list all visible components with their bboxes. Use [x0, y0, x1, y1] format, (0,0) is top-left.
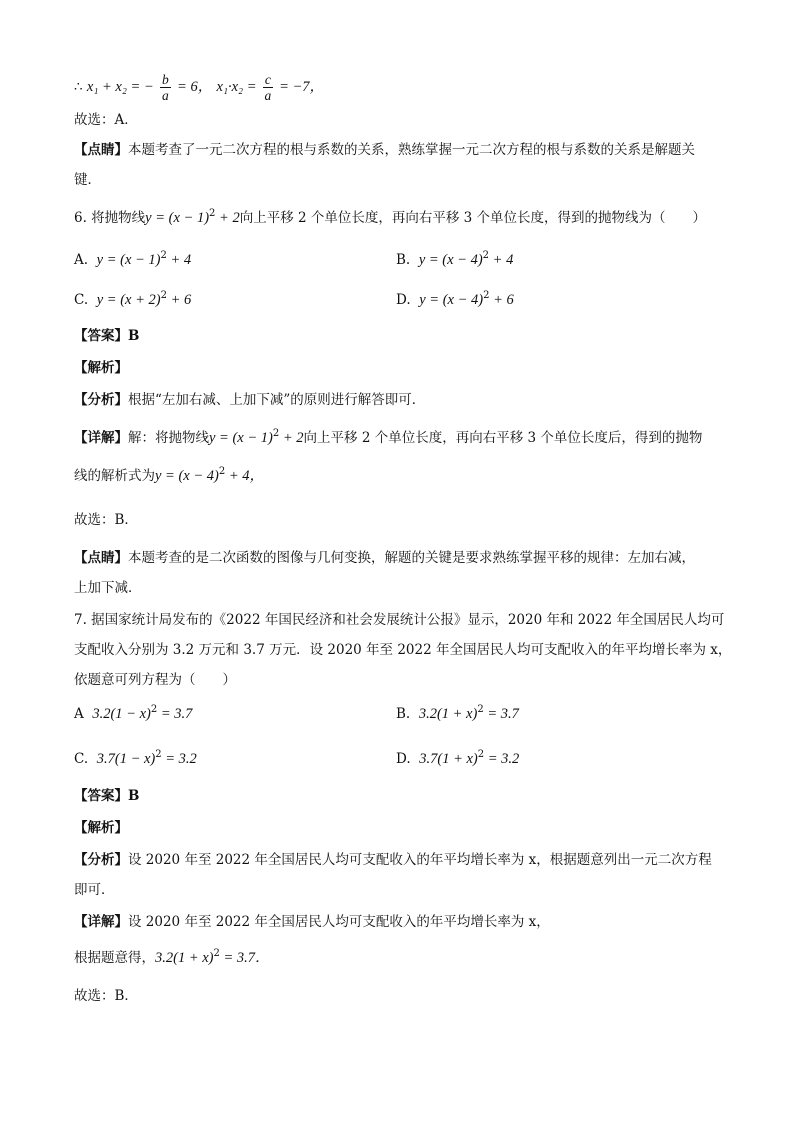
- fraction-c-over-a: $\frac{c}{a}$: [264, 72, 272, 103]
- fraction-b-over-a: $\frac{b}{a}$: [162, 72, 169, 103]
- question-7-line3: 依题意可列方程为（ ）: [74, 672, 236, 688]
- comment-6-line1: 【点睛】本题考查的是二次函数的图像与几何变换，解题的关键是要求熟练掌握平移的规律：左加右减，: [74, 550, 695, 566]
- comment-line: 【点睛】本题考查了一元二次方程的根与系数的关系，熟练掌握一元二次方程的根与系数的关系是解题关: [74, 142, 695, 158]
- analysis-7-text: 【分析】设 2020 年至 2022 年全国居民人均可支配收入的年平均增长率为 x，根据题意列出一元二次方程: [74, 852, 712, 868]
- product-expression: x₁·x₂ =: [216, 79, 257, 95]
- comment-line-cont: 键．: [74, 172, 101, 188]
- detail-7-line1: 【详解】设 2020 年至 2022 年全国居民人均可支配收入的年平均增长率为 x，: [74, 914, 550, 930]
- option-6a: A. $y = (x - 1)^2 + 4$: [74, 250, 192, 268]
- option-6d: D. $y = (x - 4)^2 + 6$: [396, 290, 514, 308]
- question-6-stem: 6. 将抛物线$y = (x - 1)^2 + 2$向上平移 2 个单位长度，再向右平移 3 个单位长度，得到的抛物线为（ ）: [74, 208, 707, 226]
- question-7-line2: 支配收入分别为 3.2 万元和 3.7 万元．设 2020 年至 2022 年全国居民人均可支配收入的年平均增长率为 x，: [74, 642, 732, 658]
- detail-7-line2: 根据题意得，$3.2(1 + x)^2 = 3.7$．: [74, 948, 270, 966]
- comment-6-line2: 上加下减．: [74, 580, 142, 596]
- question-7-line1: 7. 据国家统计局发布的《2022 年国民经济和社会发展统计公报》显示，2020 年和 2022 年全国居民人均可: [74, 612, 725, 628]
- detail-6-line1: 【详解】解：将抛物线$y = (x - 1)^2 + 2$向上平移 2 个单位长度，再向右平移 3 个单位长度后，得到的抛物: [74, 428, 703, 446]
- option-7a: A $3.2(1 - x)^2 = 3.7$: [74, 704, 193, 722]
- choose-b-7: 故选：B．: [74, 988, 138, 1004]
- choose-a-line: 故选：A．: [74, 112, 138, 128]
- analysis-7-heading: 【解析】: [74, 820, 128, 836]
- option-7b: B. $3.2(1 + x)^2 = 3.7$: [396, 704, 519, 722]
- analysis-6-text: 【分析】根据“左加右减、上加下减”的原则进行解答即可．: [74, 392, 426, 408]
- choose-b-6: 故选：B．: [74, 512, 138, 528]
- detail-6-line2: 线的解析式为$y = (x - 4)^2 + 4$，: [74, 466, 265, 484]
- vieta-line: ∴ x₁ + x₂ = − $\frac{b}{a}$ = 6， x₁·x₂ = $\frac{c}{a}$ = −7，: [74, 72, 325, 103]
- option-6b: B. $y = (x - 4)^2 + 4$: [396, 250, 514, 268]
- sum-expression: x₁ + x₂ = −: [86, 79, 154, 95]
- comment-tag: 【点睛】: [74, 142, 128, 158]
- answer-7: 【答案】B: [74, 788, 140, 804]
- answer-6: 【答案】B: [74, 328, 140, 344]
- option-7c: C. $3.7(1 - x)^2 = 3.2$: [74, 749, 197, 767]
- option-6c: C. $y = (x + 2)^2 + 6$: [74, 290, 192, 308]
- option-7d: D. $3.7(1 + x)^2 = 3.2$: [396, 749, 520, 767]
- analysis-7-text-cont: 即可．: [74, 882, 115, 898]
- analysis-6-heading: 【解析】: [74, 360, 128, 376]
- therefore-symbol: ∴: [74, 79, 83, 95]
